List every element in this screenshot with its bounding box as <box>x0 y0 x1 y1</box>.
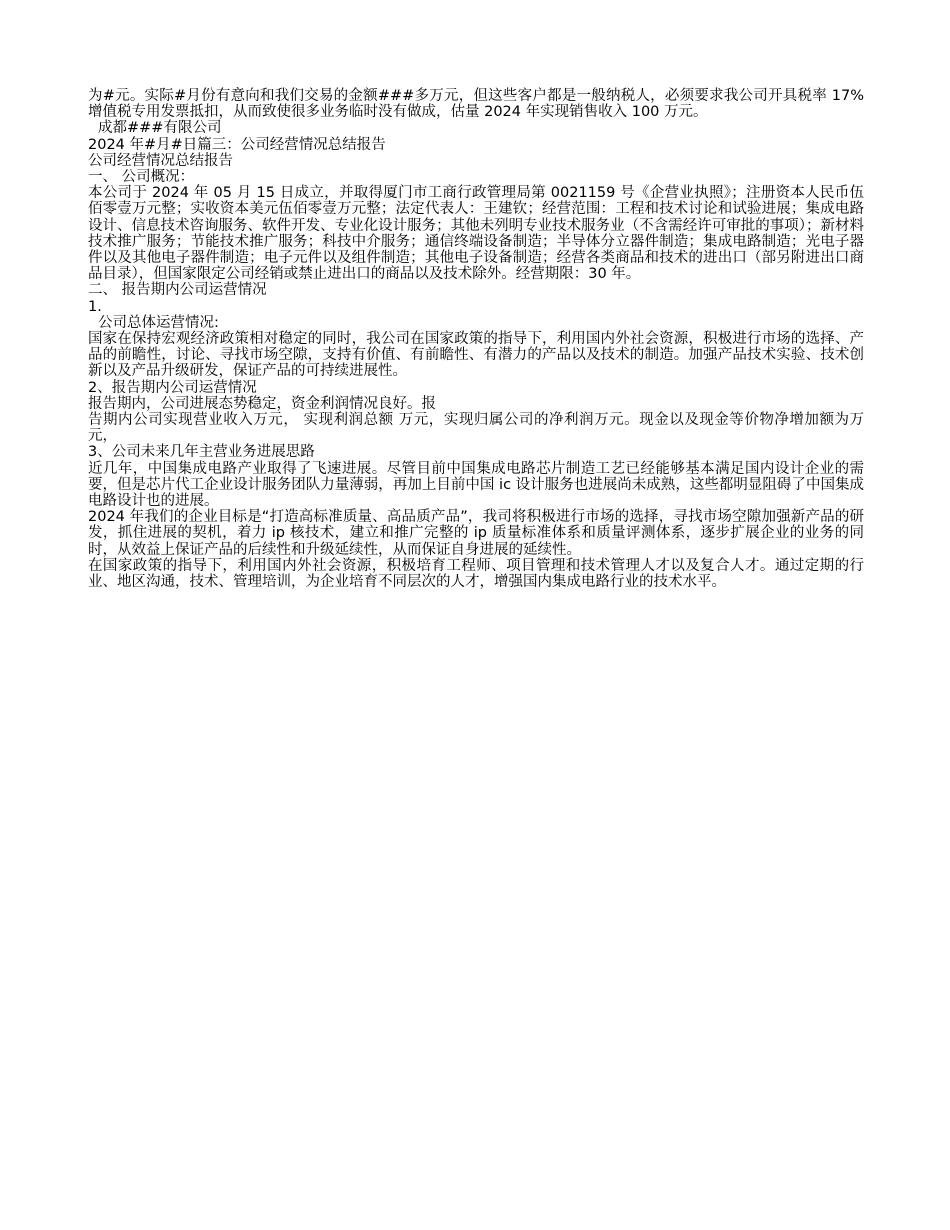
heading-future-plan: 3、公司未来几年主营业务进展思路 <box>88 444 315 461</box>
paragraph-industry-background: 近几年，中国集成电路产业取得了飞速进展。尽管目前中国集成电路芯片制造工艺已经能够基本满足国内设计企业的需要，但是芯片代工企业设计服务团队力量薄弱，再加上目前中国 ic 设计服务也进展尚未成熟，这些都明显阻碍了中国集成电路设计也的进展。 <box>88 460 864 510</box>
heading-overall-operations: 公司总体运营情况: <box>98 314 219 331</box>
paragraph-sales-estimate: 为#元。实际#月份有意向和我们交易的金额###多万元，但这些客户都是一般纳税人，必须要求我公司开具税率 17%增值税专用发票抵扣，从而致使很多业务临时没有做成，估量 2024 年实现销售收入 100 万元。 <box>88 88 864 121</box>
paragraph-2024-goals: 2024 年我们的企业目标是“打造高标准质量、高品质产品”，我司将积极进行市场的选择，寻找市场空隙加强新产品的研发，抓住进展的契机，着力 ip 核技术，建立和推广完整的 ip 质量标准体系和质量评测体系，逐步扩展企业的业务的同时，从效益上保证产品的后续性和升级延续性，从而保证自身进展的延续性。 <box>88 509 864 558</box>
paragraph-talent-development: 在国家政策的指导下，利用国内外社会资源，积极培育工程师、项目管理和技术管理人才以及复合人才。通过定期的行业、地区沟通，技术、管理培训，为企业培育不同层次的人才，增强国内集成电路行业的技术水平。 <box>88 557 864 591</box>
report-title: 公司经营情况总结报告 <box>88 152 233 169</box>
paragraph-overall-operations: 国家在保持宏观经济政策相对稳定的同时，我公司在国家政策的指导下，利用国内外社会资源，积极进行市场的选择、产品的前瞻性，讨论、寻找市场空隙，支持有价值、有前瞻性、有潜力的产品以及技术的制造。加强产品技术实验、技术创新以及产品升级研发，保证产品的可持续进展性。 <box>88 331 864 380</box>
heading-company-overview: 一、 公司概况： <box>88 169 195 186</box>
paragraph-period-status: 报告期内，公司进展态势稳定，资金利润情况良好。报 <box>88 395 436 412</box>
list-number-1: 1. <box>88 298 102 315</box>
heading-period-operations: 2、报告期内公司运营情况 <box>88 379 257 396</box>
date-and-section-title: 2024 年#月#日篇三：公司经营情况总结报告 <box>88 136 386 153</box>
document-body <box>88 88 864 590</box>
paragraph-company-overview: 本公司于 2024 年 05 月 15 日成立，并取得厦门市工商行政管理局第 0021159 号《企营业执照》；注册资本人民币伍佰零壹万元整；实收资本美元伍佰零壹万元整；法定代表人：王建钦；经营范围：工程和技术讨论和试验进展；集成电路设计、信息技术咨询服务、软件开发、专业化设计服务；其他未列明专业技术服务业（不含需经许可审批的事项）；新材料技术推广服务；节能技术推广服务；科技中介服务；通信终端设备制造；半导体分立器件制造；集成电路制造；光电子器件以及其他电子器件制造；电子元件以及组件制造；其他电子设备制造；经营各类商品和技术的进出口（部另附进出口商品目录），但国家限定公司经销或禁止进出口的商品以及技术除外。经营期限：30 年。 <box>88 185 864 283</box>
company-signature: 成都###有限公司 <box>98 120 222 137</box>
heading-operations: 二、 报告期内公司运营情况 <box>88 282 267 299</box>
paragraph-period-financials: 告期内公司实现营业收入万元， 实现利润总额 万元，实现归属公司的净利润万元。现金以及现金等价物净增加额为万元， <box>88 412 864 445</box>
